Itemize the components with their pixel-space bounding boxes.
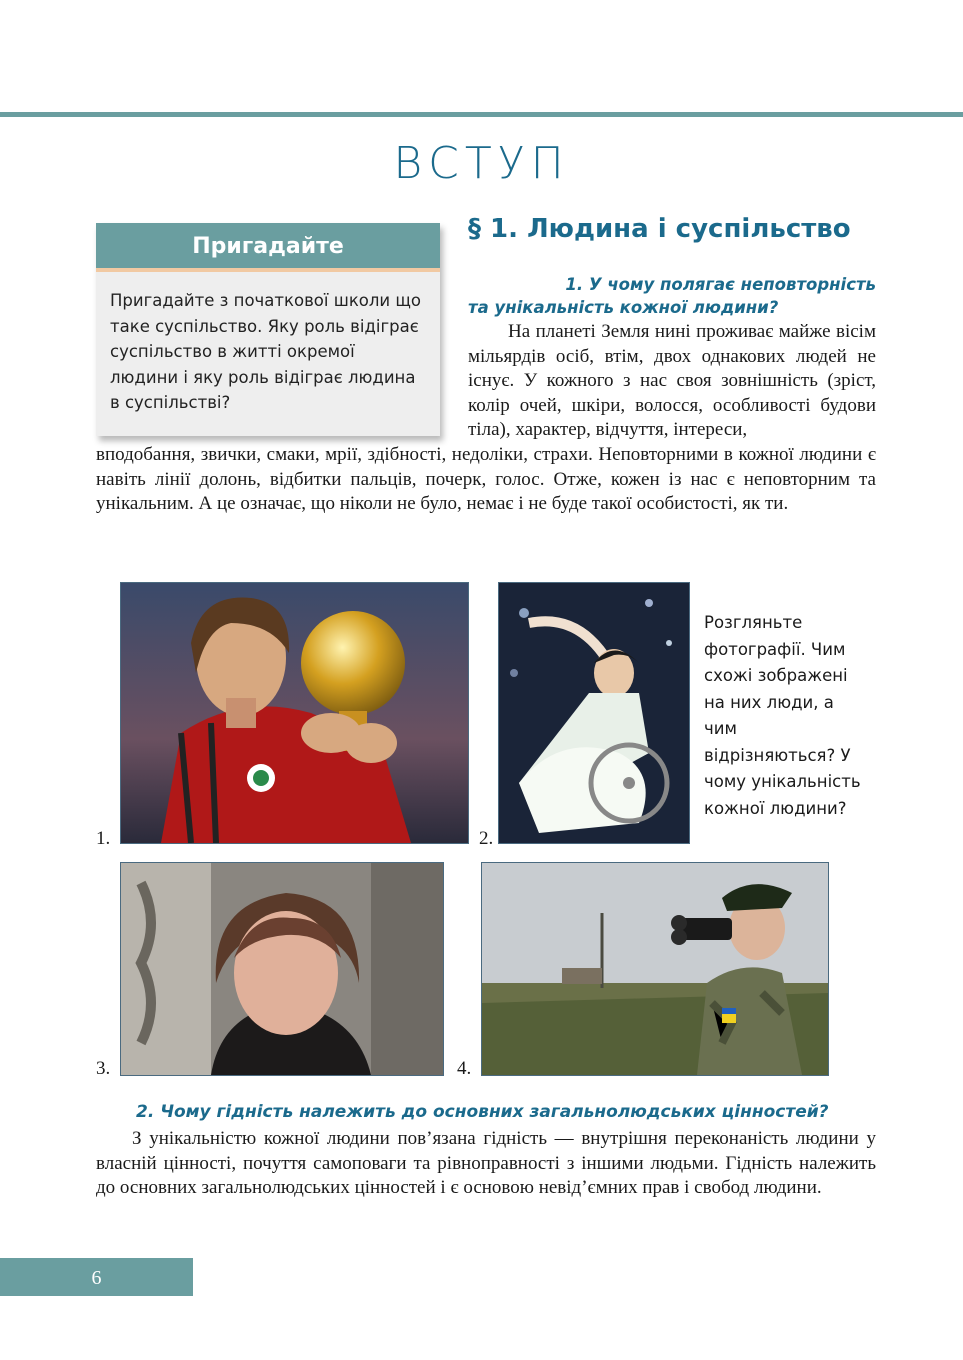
photo-1-number: 1. xyxy=(96,828,111,849)
border-guard-binoculars-photo xyxy=(481,862,829,1076)
photo-2-number: 2. xyxy=(479,828,494,849)
page-number: 6 xyxy=(0,1258,193,1296)
paragraph-1a: На планеті Земля нині проживає майже вісім мільярдів осіб, втім, двох однакових людей не існує. У кожного з нас своя зовнішність (зріст, колір очей, шкіри, волосся, особливості будови тіла), характер, відчуття, інтереси, xyxy=(468,321,876,441)
remind-header: Пригадайте xyxy=(96,223,440,272)
question-1-heading xyxy=(468,273,876,319)
question-2-heading: 2. Чому гідність належить до основних загальнолюдських цінностей? xyxy=(136,1102,829,1122)
question-1-line-2: та унікальність кожної людини? xyxy=(468,298,779,317)
photo-3-number: 3. xyxy=(96,1058,111,1079)
remind-box xyxy=(96,223,440,436)
chapter-title: ВСТУП xyxy=(393,138,570,189)
section-title: § 1. Людина і суспільство xyxy=(468,214,851,244)
paragraph-1b: вподобання, звички, смаки, мрії, здібності, недоліки, страхи. Неповторними в кожної людини є навіть лінії долонь, відбитки пальців, почерк, голос. Отже, кожен із нас є неповторним та унікальним. А це означає, що ніколи не було, немає і не буде такої особистості, як ти. xyxy=(96,444,876,515)
question-1-line-1: 1. У чому полягає неповторність xyxy=(565,275,876,294)
elderly-woman-portrait-photo xyxy=(120,862,444,1076)
paragraph-2: З унікальністю кожної людини пов’язана гідність — внутрішня переконаність людини у власній цінності, почуття самоповаги та рівноправності з іншими людьми. Гідність належить до основних загальнолюдських цінностей і є основою невід’ємних прав і свобод людини. xyxy=(96,1128,876,1199)
top-rule xyxy=(0,112,963,117)
wheelchair-dancer-photo xyxy=(498,582,690,844)
photo-4-number: 4. xyxy=(457,1058,472,1079)
remind-text: Пригадайте з початкової школи що таке суспільство. Яку роль відіграє суспільство в житті окремої людини і яку роль відіграє людина в суспільстві? xyxy=(110,291,422,412)
photo-prompt-text: Розгляньте фотографії. Чим схожі зображені на них люди, а чим відрізняються? У чому унікальність кожної людини? xyxy=(704,613,861,818)
football-player-golden-ball-photo xyxy=(120,582,469,844)
